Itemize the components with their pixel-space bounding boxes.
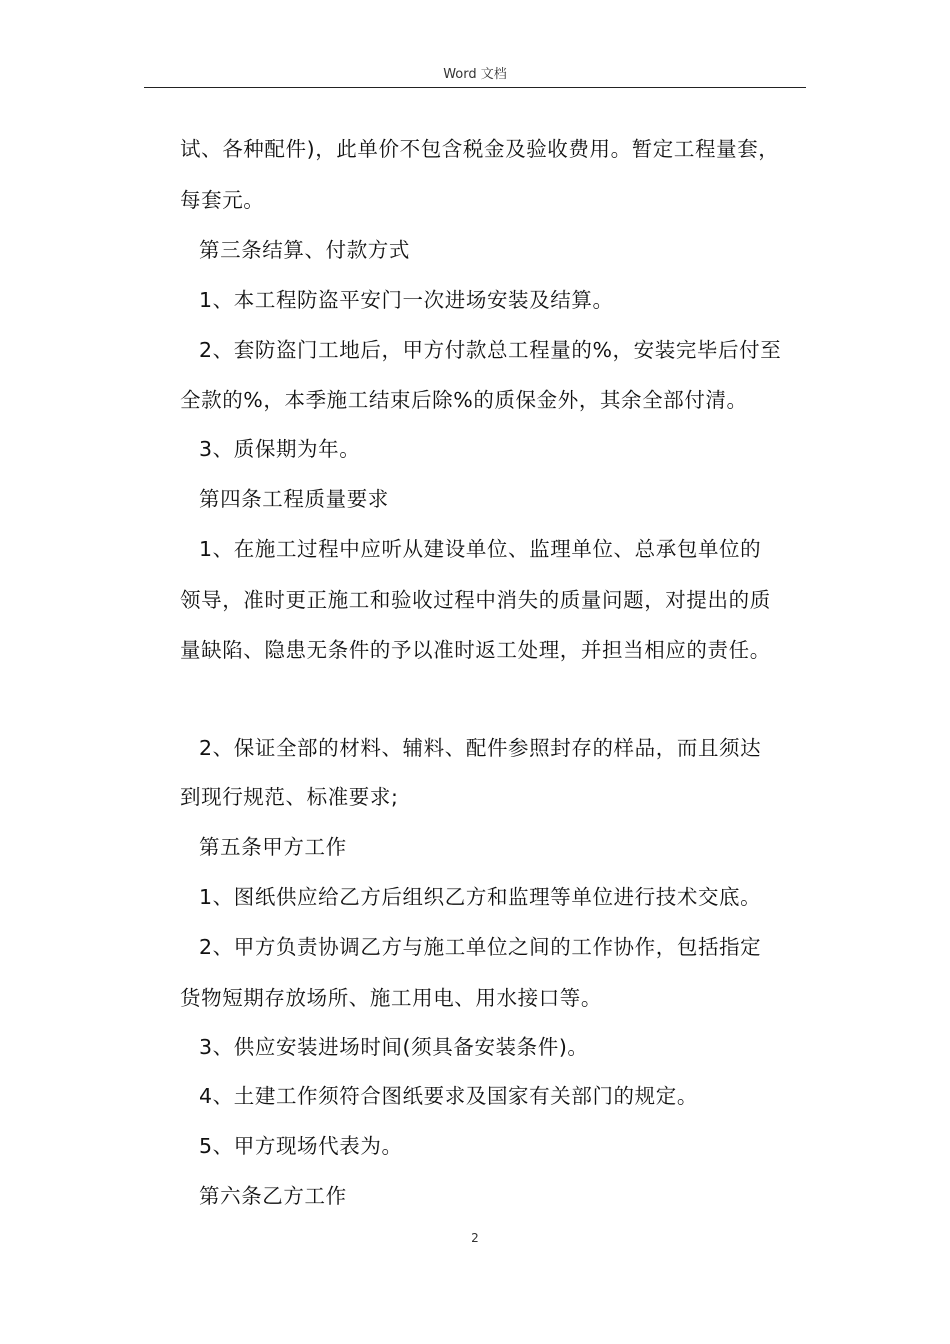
- body-line: 1、图纸供应给乙方后组织乙方和监理等单位进行技术交底。: [199, 885, 762, 909]
- body-line: 2、套防盗门工地后，甲方付款总工程量的%，安装完毕后付至: [199, 338, 782, 362]
- section-heading: 第四条工程质量要求: [199, 487, 389, 511]
- section-heading: 第五条甲方工作: [199, 835, 347, 859]
- body-line: 1、在施工过程中应听从建设单位、监理单位、总承包单位的: [199, 537, 762, 561]
- body-line: 每套元。: [180, 188, 265, 212]
- body-line: 全款的%，本季施工结束后除%的质保金外，其余全部付清。: [180, 388, 748, 412]
- header-divider: [144, 87, 806, 88]
- body-line: 量缺陷、隐患无条件的予以准时返工处理，并担当相应的责任。: [180, 638, 771, 662]
- section-heading: 第六条乙方工作: [199, 1184, 347, 1208]
- body-line: 3、质保期为年。: [199, 437, 361, 461]
- body-line: 到现行规范、标准要求;: [180, 785, 399, 809]
- section-heading: 第三条结算、付款方式: [199, 238, 410, 262]
- body-line: 试、各种配件)，此单价不包含税金及验收费用。暂定工程量套，: [180, 137, 780, 161]
- body-line: 3、供应安装进场时间(须具备安装条件)。: [199, 1035, 589, 1059]
- body-line: 2、保证全部的材料、辅料、配件参照封存的样品，而且须达: [199, 736, 762, 760]
- body-line: 4、土建工作须符合图纸要求及国家有关部门的规定。: [199, 1084, 698, 1108]
- body-line: 5、甲方现场代表为。: [199, 1134, 403, 1158]
- page-number: 2: [471, 1231, 479, 1245]
- body-line: 领导，准时更正施工和验收过程中消失的质量问题，对提出的质: [180, 588, 771, 612]
- header-title: Word 文档: [443, 67, 507, 82]
- body-line: 2、甲方负责协调乙方与施工单位之间的工作协作，包括指定: [199, 935, 762, 959]
- body-line: 货物短期存放场所、施工用电、用水接口等。: [180, 986, 602, 1010]
- body-line: 1、本工程防盗平安门一次进场安装及结算。: [199, 288, 614, 312]
